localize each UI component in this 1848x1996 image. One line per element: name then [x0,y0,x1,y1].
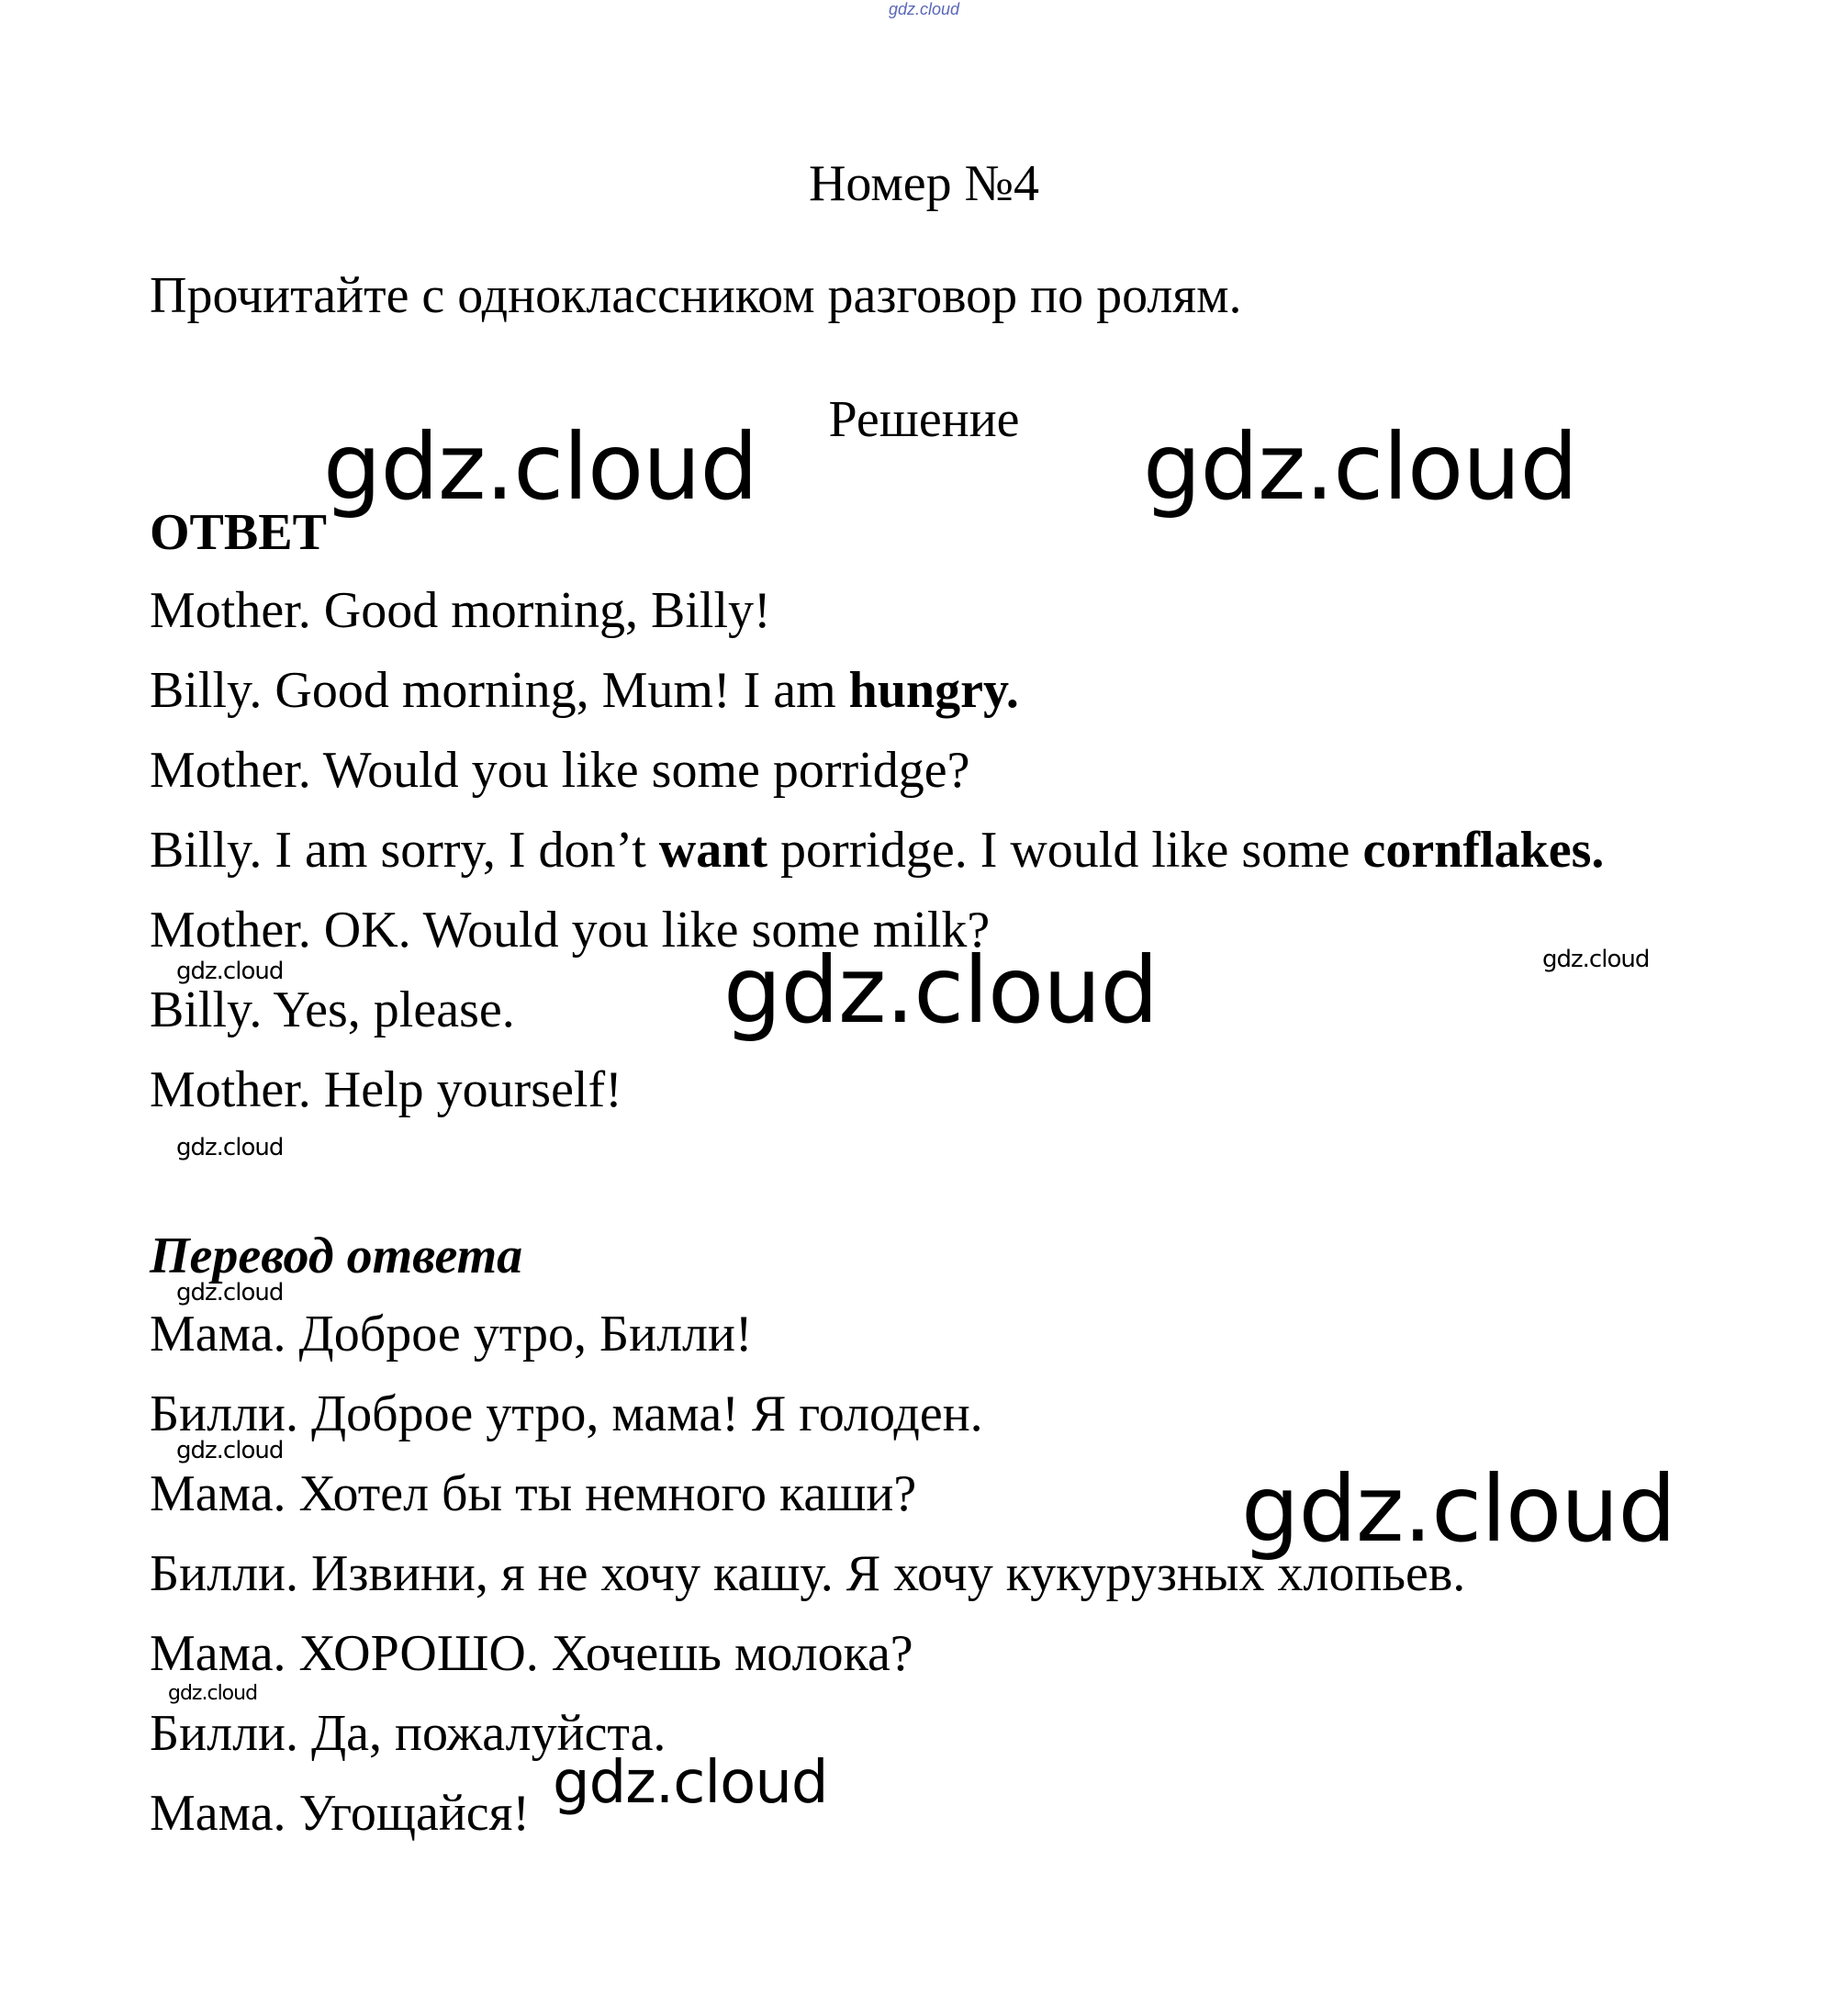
dialogue-text: Billy. Yes, please. [150,981,515,1038]
translation-line: Билли. Доброе утро, мама! Я голоден. [150,1385,983,1442]
answer-heading: ОТВЕТ [150,504,327,561]
translation-line: Билли. Да, пожалуйста. [150,1705,666,1762]
task-instruction: Прочитайте с одноклассником разговор по ролям. [150,267,1242,324]
translation-line: Мама. Угощайся! [150,1785,531,1842]
watermark: gdz.cloud [176,1437,284,1464]
dialogue-line [150,811,1604,891]
translation-line: Мама. ХОРОШО. Хочешь молока? [150,1625,913,1682]
translation-heading: Перевод ответа [150,1228,523,1284]
watermark: gdz.cloud [1241,1455,1676,1563]
dialogue-text: Billy. I am sorry, I don’t [150,822,659,879]
dialogue-text: Mother. Good morning, Billy! [150,582,771,639]
site-mark[interactable]: gdz.cloud [888,0,960,18]
watermark: gdz.cloud [168,1682,258,1705]
dialogue-bold-word: cornflakes. [1362,822,1605,879]
dialogue-text: Mother. Would you like some porridge? [150,742,970,799]
watermark: gdz.cloud [176,1279,284,1306]
translation-line: Мама. Доброе утро, Билли! [150,1306,753,1362]
watermark: gdz.cloud [723,936,1159,1044]
watermark: gdz.cloud [1542,946,1650,973]
dialogue-text: porridge. I would like some [767,822,1363,879]
watermark: gdz.cloud [553,1749,828,1817]
answer-dialogue [150,571,1604,1130]
dialogue-line [150,571,1604,651]
watermark: gdz.cloud [176,958,284,985]
dialogue-line [150,1050,1604,1130]
translation-line: Мама. Хотел бы ты немного каши? [150,1465,917,1522]
dialogue-bold-word: hungry. [848,662,1019,719]
translation-line: Билли. Извини, я не хочу кашу. Я хочу кукурузных хлопьев. [150,1545,1466,1602]
dialogue-line [150,651,1604,731]
watermark: gdz.cloud [176,1134,284,1161]
dialogue-text: Mother. Help yourself! [150,1061,622,1118]
dialogue-bold-word: want [658,822,767,879]
solution-heading: Решение [828,391,1020,448]
exercise-title: Номер №4 [808,155,1040,212]
dialogue-line [150,731,1604,811]
watermark: gdz.cloud [1143,413,1578,521]
watermark: gdz.cloud [323,413,758,521]
dialogue-text: Mother. OK. Would you like some milk? [150,902,991,959]
dialogue-text: Billy. Good morning, Mum! I am [150,662,849,719]
